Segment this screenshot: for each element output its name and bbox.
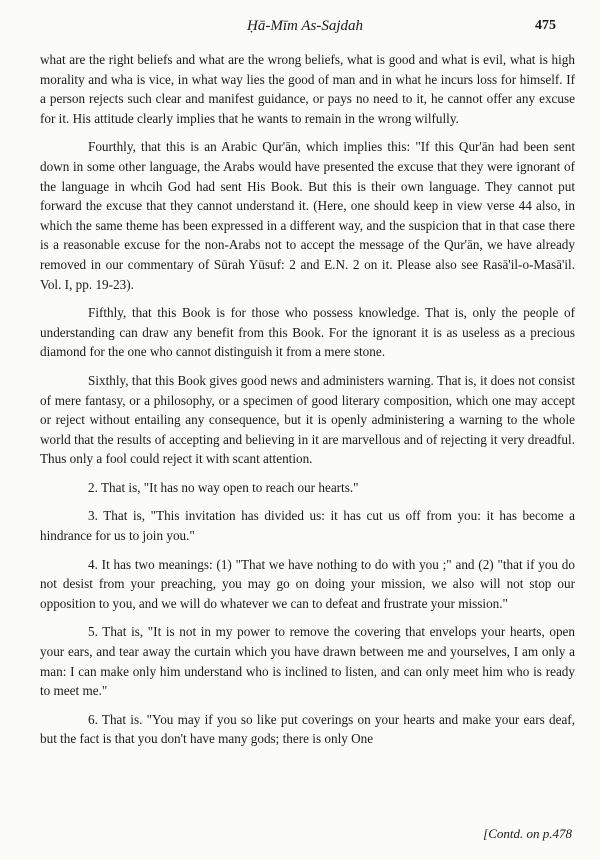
page-header xyxy=(40,18,570,42)
note-2: 2. That is, "It has no way open to reach our hearts." xyxy=(88,479,359,495)
page-body xyxy=(40,50,575,758)
note-5: 5. That is, "It is not in my power to remove the covering that envelops your hearts, open your ears, and tear away the curtain which you have drawn between me and yourselves, I am only a man: I can make only him understand who is inclined to listen, and can only meet him who is ready to meet me." xyxy=(40,624,575,699)
continued-note: [Contd. on p.478 xyxy=(483,826,572,841)
paragraph-sixthly: Sixthly, that this Book gives good news and administers warning. That is, it does not consist of mere fantasy, or a philosophy, or a specimen of good literary composition, which one may accept or reject without entailing any consequence, but it is openly administering a warning to the whole world that the results of accepting and believing in it are marvellous and of rejecting it very dreadful. Thus only a fool could reject it with scant attention. xyxy=(40,372,575,467)
paragraph-fifthly: Fifthly, that this Book is for those who possess knowledge. That is, only the people of understanding can draw any benefit from this Book. For the ignorant it is as useless as a precious diamond for the one who cannot distinguish it from a mere stone. xyxy=(40,305,575,360)
paragraph-continuation: what are the right beliefs and what are the wrong beliefs, what is good and what is evil, what is high morality and wha is vice, in what way lies the good of man and in what he incurs loss for himself. If a person rejects such clear and manifest guidance, or pays no need to it, he cannot offer any excuse for it. His attitude clearly implies that he wants to remain in the wrong wilfully. xyxy=(40,52,575,126)
paragraph-fourthly: Fourthly, that this is an Arabic Qur'ān, which implies this: "If this Qur'ān had been sent down in some other language, the Arabs would have presented the excuse that they were ignorant of the language in whcih God had sent His Book. But this is their own language. They cannot put forward the excuse that they cannot understand it. (Here, one should keep in view verse 44 also, in which the same theme has been expressed in a different way, and the suspicion that in that case there is a reasonable excuse for the non-Arabs not to accept the message of the Qur'ān, we have already removed in our commentary of Sūrah Yūsuf: 2 and E.N. 2 on it. Please also see Rasā'il-o-Masā'il. Vol. I, pp. 19-23). xyxy=(40,139,575,292)
note-4: 4. It has two meanings: (1) "That we have nothing to do with you ;" and (2) "that if you do not desist from your preaching, you may go on doing your mission, we also will not stop our opposition to you, and we will do whatever we can to defeat and frustrate your mission." xyxy=(40,556,575,611)
note-6: 6. That is. "You may if you so like put coverings on your hearts and make your ears deaf, but the fact is that you don't have many gods; there is only One xyxy=(40,711,575,747)
running-title: Ḥā-Mīm As-Sajdah xyxy=(247,18,363,34)
note-3: 3. That is, "This invitation has divided us: it has cut us off from you: it has become a hindrance for us to join you." xyxy=(40,508,575,544)
page-number: 475 xyxy=(535,18,556,33)
